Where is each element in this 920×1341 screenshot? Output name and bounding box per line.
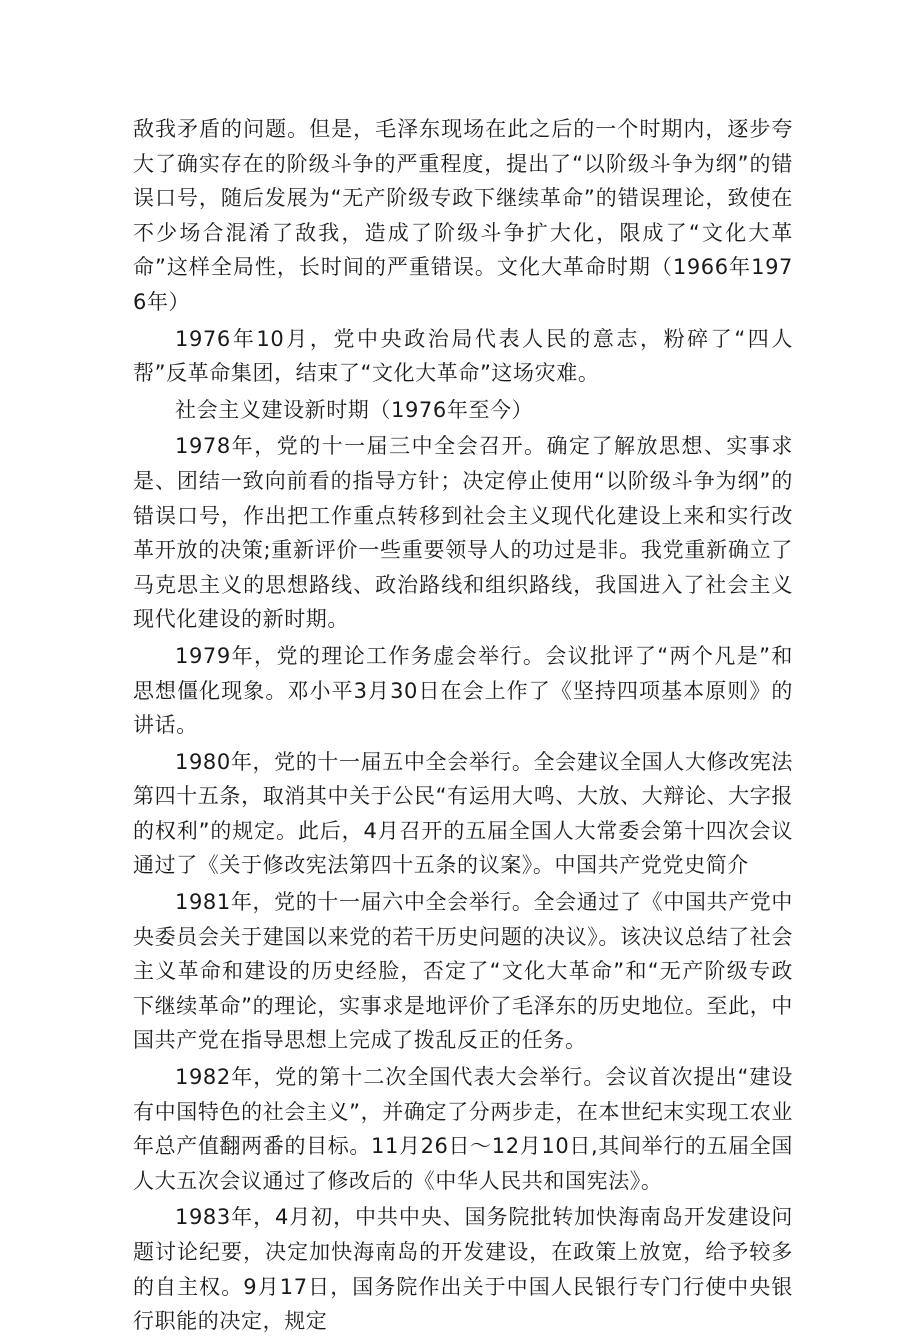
paragraph-6: 1980年，党的十一届五中全会举行。全会建议全国人大修改宪法第四十五条，取消其中关于公民“有运用大鸣、大放、大辩论、大字报的权利”的规定。此后，4月召开的五届全国人大常委会第十四次会议通过了《关于修改宪法第四十五条的议案》。中国共产党党史简介 [133, 749, 793, 878]
paragraph-3-section-heading: 社会主义建设新时期（1976年至今） [175, 397, 534, 422]
paragraph-9: 1983年，4月初，中共中央、国务院批转加快海南岛开发建设问题讨论纪要，决定加快海南岛的开发建设，在政策上放宽，给予较多的自主权。9月17日，国务院作出关于中国人民银行专门行使中央银行职能的决定，规定 [133, 1205, 793, 1334]
paragraph-8: 1982年，党的第十二次全国代表大会举行。会议首次提出“建设有中国特色的社会主义”，并确定了分两步走，在本世纪末实现工农业年总产值翻两番的目标。11月26日〜12月10日,其间举行的五届全国人大五次会议通过了修改后的《中华人民共和国宪法》。 [133, 1065, 793, 1193]
paragraph-1: 敌我矛盾的问题。但是，毛泽东现场在此之后的一个时期内，逐步夸大了确实存在的阶级斗争的严重程度，提出了“以阶级斗争为纲”的错误口号，随后发展为“无产阶级专政下继续革命”的错误理论，致使在不少场合混淆了敌我，造成了阶级斗争扩大化，限成了“文化大革命”这样全局性，长时间的严重错误。文化大革命时期（1966年1976年） [133, 117, 793, 314]
document-page [133, 112, 793, 1341]
paragraph-4: 1978年，党的十一届三中全会召开。确定了解放思想、实事求是、团结一致向前看的指导方针；决定停止使用“以阶级斗争为纲”的错误口号，作出把工作重点转移到社会主义现代化建设上来和实行改革开放的决策;重新评价一些重要领导人的功过是非。我党重新确立了马克思主义的思想路线、政治路线和组织路线，我国进入了社会主义现代化建设的新时期。 [133, 434, 793, 632]
paragraph-5: 1979年，党的理论工作务虚会举行。会议批评了“两个凡是”和思想僵化现象。邓小平3月30日在会上作了《坚持四项基本原则》的讲话。 [133, 643, 793, 738]
paragraph-7: 1981年，党的十一届六中全会举行。全会通过了《中国共产党中央委员会关于建国以来党的若干历史问题的决议》。该决议总结了社会主义革命和建设的历史经脸，否定了“文化大革命”和“无产阶级专政下继续革命”的理论，实事求是地评价了毛泽东的历史地位。至此，中国共产党在指导思想上完成了拨乱反正的任务。 [133, 890, 793, 1053]
paragraph-2: 1976年10月，党中央政治局代表人民的意志，粉碎了“四人帮”反革命集团，结束了“文化大革命”这场灾难。 [133, 326, 793, 386]
